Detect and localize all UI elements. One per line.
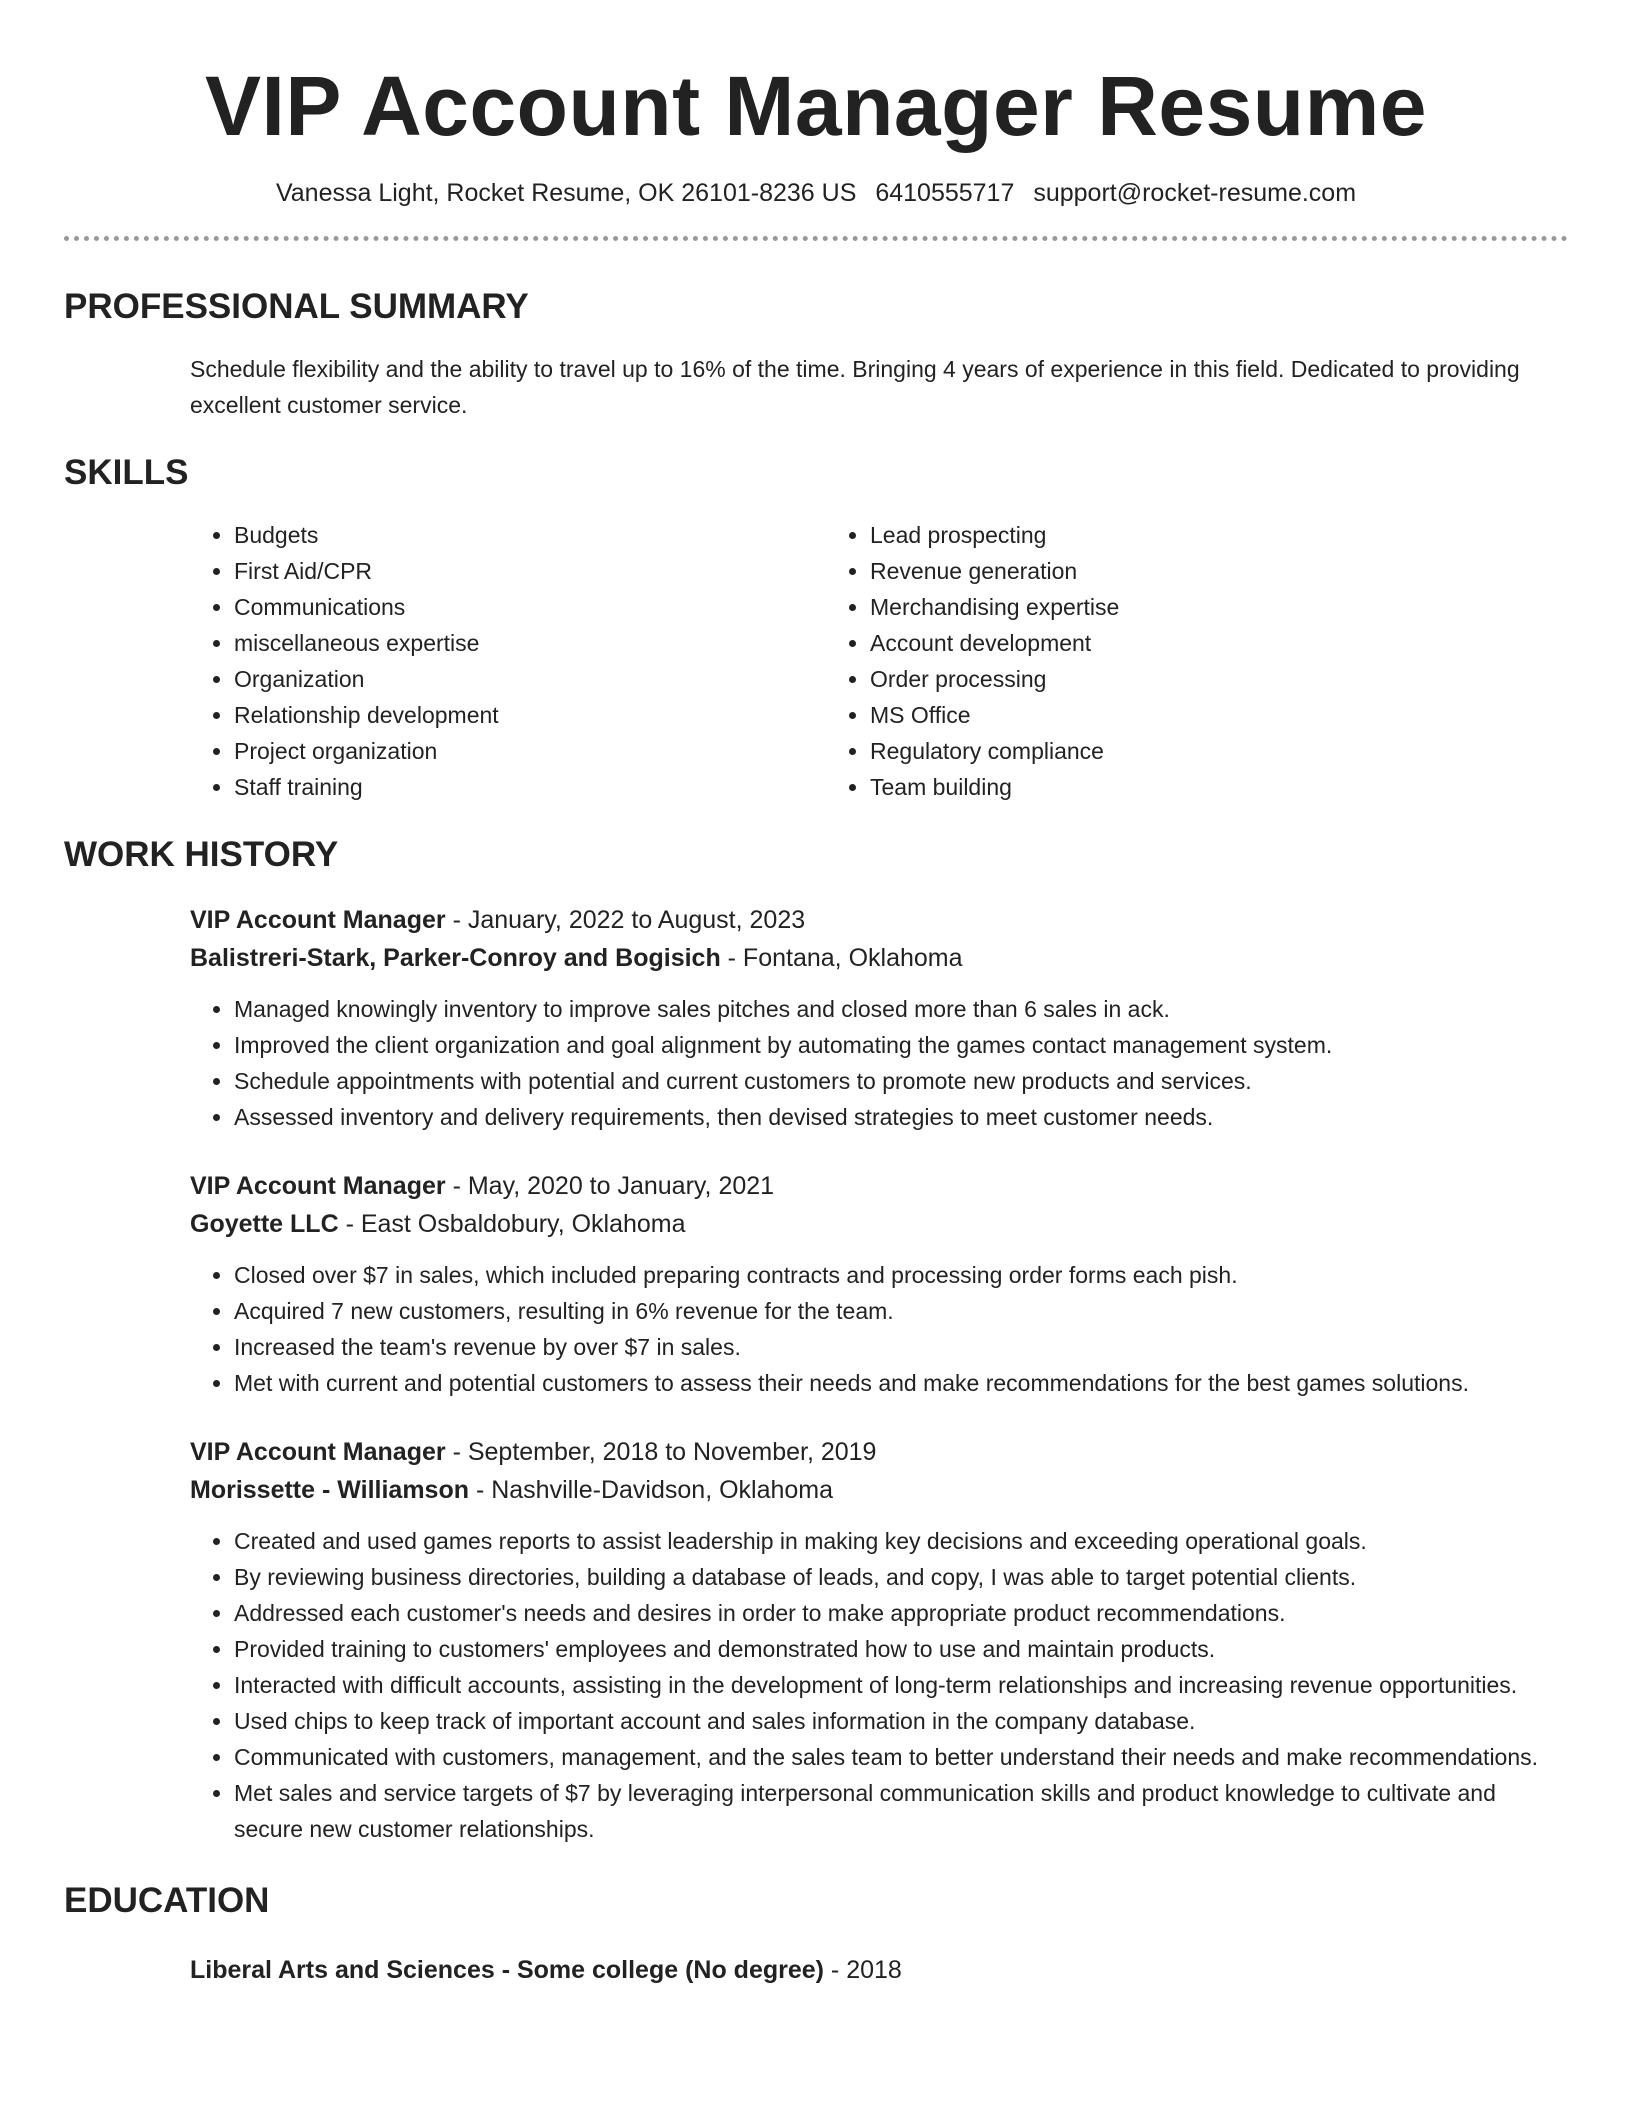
job-entry [190,1167,1568,1401]
skill-item: • First Aid/CPR [234,553,826,589]
education-year: - 2018 [823,1956,902,1984]
contact-email: support@rocket-resume.com [1033,179,1357,207]
skills-heading: SKILLS [64,453,189,492]
skill-item: • Order processing [870,661,1462,697]
skill-item: • Staff training [234,769,826,805]
job-bullet: • Managed knowingly inventory to improve sales pitches and closed more than 6 sales in ack. [234,991,1568,1027]
skills-column-left [190,517,826,805]
job-entry [190,1433,1568,1847]
job-bullet: • Addressed each customer's needs and desires in order to make appropriate product recommendations. [234,1595,1568,1631]
job-title: VIP Account Manager [190,1438,446,1466]
job-company: Balistreri-Stark, Parker-Conroy and Bogisich [190,944,721,972]
skill-item: • Merchandising expertise [870,589,1462,625]
job-bullet: • Increased the team's revenue by over $7 in sales. [234,1329,1568,1365]
job-bullets [190,1523,1568,1847]
job-bullets [190,991,1568,1135]
resume-title: VIP Account Manager Resume [204,59,1428,153]
job-bullets [190,1257,1568,1401]
skill-item: • Team building [870,769,1462,805]
skills-list [190,517,1568,805]
job-bullet: • Interacted with difficult accounts, assisting in the development of long-term relationships and increasing revenue opportunities. [234,1667,1568,1703]
job-bullet: • Schedule appointments with potential and current customers to promote new products and services. [234,1063,1568,1099]
skill-item: • Budgets [234,517,826,553]
job-bullet: • Communicated with customers, management, and the sales team to better understand their needs and make recommendations. [234,1739,1568,1775]
job-bullet: • Provided training to customers' employees and demonstrated how to use and maintain products. [234,1631,1568,1667]
job-company: Morissette - Williamson [190,1476,469,1504]
job-location: - Nashville-Davidson, Oklahoma [469,1476,834,1504]
skill-item: • MS Office [870,697,1462,733]
skill-item: • Organization [234,661,826,697]
skill-item: • Regulatory compliance [870,733,1462,769]
job-bullet: • Acquired 7 new customers, resulting in 6% revenue for the team. [234,1293,1568,1329]
skills-column-right [826,517,1462,805]
job-title-line [190,1433,1568,1471]
contact-info [64,176,1568,210]
job-dates: - May, 2020 to January, 2021 [445,1172,775,1200]
job-dates: - September, 2018 to November, 2019 [445,1438,877,1466]
job-title: VIP Account Manager [190,906,446,934]
job-bullet: • Closed over $7 in sales, which included preparing contracts and processing order forms each pish. [234,1257,1568,1293]
job-title: VIP Account Manager [190,1172,446,1200]
job-entry [190,901,1568,1135]
education-entry [190,1951,1568,1989]
job-title-line [190,901,1568,939]
summary-heading: PROFESSIONAL SUMMARY [64,287,529,326]
work-history-heading: WORK HISTORY [64,835,339,874]
job-bullet: • Improved the client organization and goal alignment by automating the games contact management system. [234,1027,1568,1063]
job-title-line [190,1167,1568,1205]
job-location: - East Osbaldobury, Oklahoma [338,1210,686,1238]
skill-item: • miscellaneous expertise [234,625,826,661]
job-company-line [190,1205,1568,1243]
job-dates: - January, 2022 to August, 2023 [445,906,806,934]
job-bullet: • Used chips to keep track of important account and sales information in the company database. [234,1703,1568,1739]
job-company-line [190,939,1568,977]
job-company: Goyette LLC [190,1210,339,1238]
job-company-line [190,1471,1568,1509]
job-location: - Fontana, Oklahoma [720,944,963,972]
contact-phone: 6410555717 [875,179,1015,207]
job-bullet: • By reviewing business directories, building a database of leads, and copy, I was able to target potential clients. [234,1559,1568,1595]
skill-item: • Communications [234,589,826,625]
skill-item: • Lead prospecting [870,517,1462,553]
skill-item: • Project organization [234,733,826,769]
header-divider [64,236,1568,241]
job-bullet: • Assessed inventory and delivery requirements, then devised strategies to meet customer needs. [234,1099,1568,1135]
skill-item: • Revenue generation [870,553,1462,589]
contact-address: Vanessa Light, Rocket Resume, OK 26101-8236 US [275,179,857,207]
education-heading: EDUCATION [64,1881,270,1920]
skill-item: • Relationship development [234,697,826,733]
job-bullet: • Created and used games reports to assist leadership in making key decisions and exceeding operational goals. [234,1523,1568,1559]
skill-item: • Account development [870,625,1462,661]
education-degree: Liberal Arts and Sciences - Some college (No degree) [190,1956,824,1984]
job-bullet: • Met with current and potential customers to assess their needs and make recommendations for the best games solutions. [234,1365,1568,1401]
summary-text: Schedule flexibility and the ability to travel up to 16% of the time. Bringing 4 years of experience in this field. Dedicated to providing excellent customer service. [190,356,1520,418]
job-bullet: • Met sales and service targets of $7 by leveraging interpersonal communication skills and product knowledge to cultivate and secure new customer relationships. [234,1775,1568,1847]
